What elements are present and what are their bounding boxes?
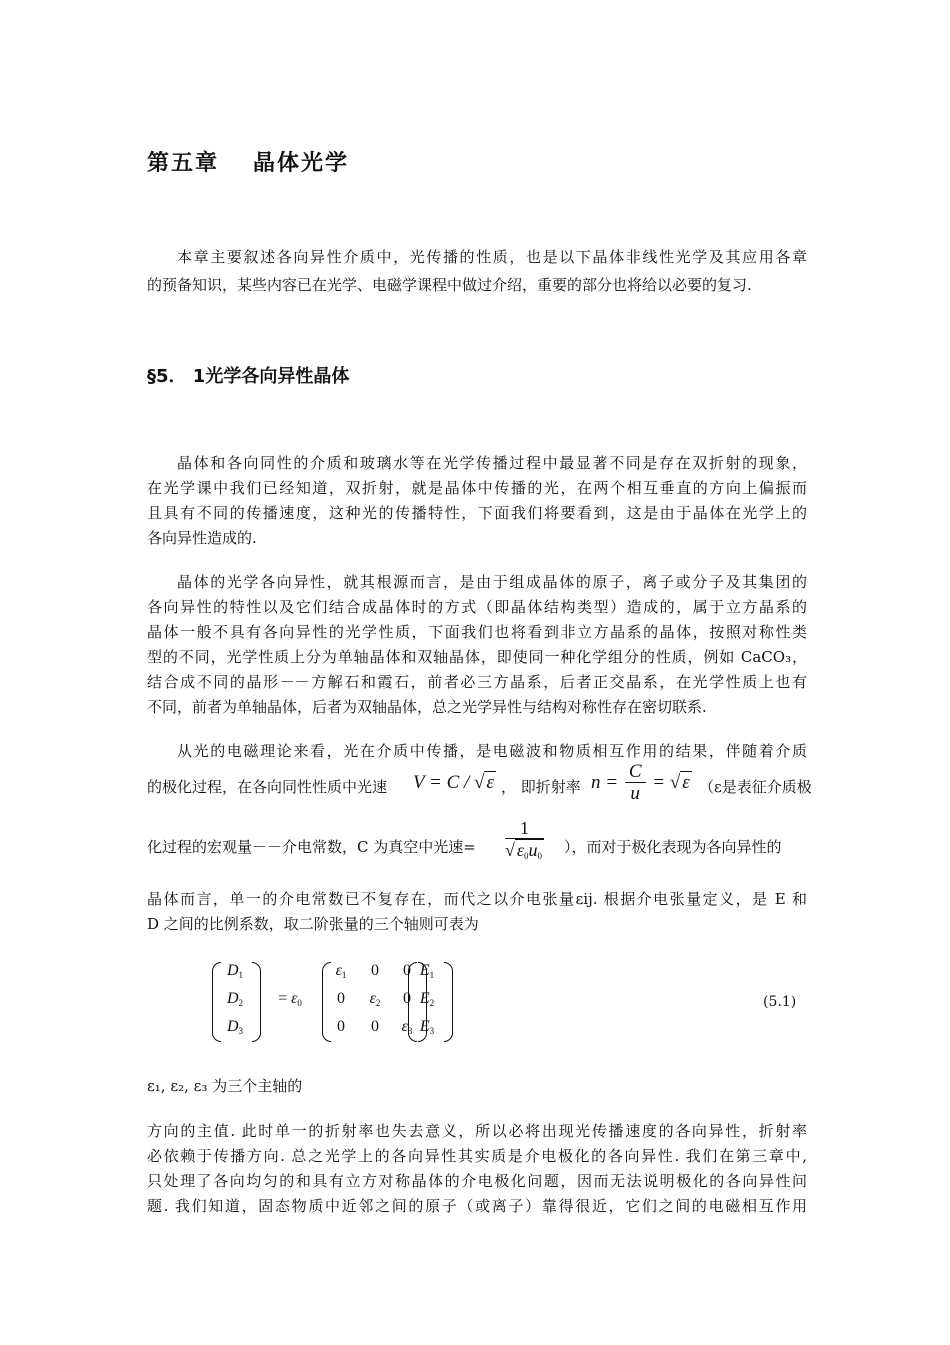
formula-line-text: 的极化过程，在各向同性性质中光速 [147, 778, 388, 796]
paragraph-line: 晶体一般不具有各向异性的光学性质，下面我们也将看到非立方晶系的晶体，按照对称性类 [147, 623, 807, 641]
intro-line: 的预备知识，某些内容已在光学、电磁学课程中做过介绍，重要的部分也将给以必要的复习. [147, 276, 752, 294]
paragraph-line: D 之间的比例系数，取二阶张量的三个轴则可表为 [147, 915, 479, 933]
paragraph-line: 各向异性的特性以及它们结合成晶体时的方式（即晶体结构类型）造成的，属于立方晶系的 [147, 598, 807, 616]
m23: 0 [403, 990, 411, 1007]
intro-line: 本章主要叙述各向异性介质中，光传播的性质，也是以下晶体非线性光学及其应用各章 [177, 248, 807, 266]
formula-line-text: ， 即折射率 [501, 778, 581, 796]
paragraph-line: 方向的主值. 此时单一的折射率也失去意义，所以必将出现光传播速度的各向异性，折射率 [147, 1122, 807, 1140]
equation-number: (5.1) [763, 994, 797, 1010]
formula-line [147, 761, 812, 812]
m32: 0 [371, 1018, 379, 1035]
paragraph-line: 型的不同，光学性质上分为单轴晶体和双轴晶体，即使同一种化学组分的性质，例如 CaCO₃， [147, 648, 807, 666]
m12: 0 [371, 962, 379, 979]
paragraph-line: 各向异性造成的. [147, 529, 257, 547]
refractive-index-formula: n = $\frac{C}{u}$ = √ ε [591, 761, 690, 804]
after-equation-text: ε₁, ε₂, ε₃ 为三个主轴的 [147, 1077, 303, 1095]
paragraph-line: 题. 我们知道，固态物质中近邻之间的原子（或离子）靠得很近，它们之间的电磁相互作用 [147, 1197, 807, 1215]
paragraph-line: 必依赖于传播方向. 总之光学上的各向异性其实质是介电极化的各向异性. 我们在第三章中, [147, 1147, 807, 1165]
paragraph-line: 晶体和各向同性的介质和玻璃水等在光学传播过程中最显著不同是存在双折射的现象， [177, 454, 807, 472]
formula-line-text: 化过程的宏观量－－介电常数，C 为真空中光速= [147, 838, 476, 856]
section-title: §5． 1光学各向异性晶体 [147, 366, 350, 387]
paragraph-line: 且具有不同的传播速度，这种光的传播特性，下面我们将要看到，这是由于晶体在光学上的 [147, 504, 807, 522]
vacuum-speed-formula: $\frac{1}{√ \varepsilon_0u_0}$ [505, 818, 542, 861]
e1: $E_1$ [419, 962, 435, 980]
m11: $\varepsilon_1$ [335, 962, 347, 980]
equals-eps0: = $\varepsilon_0$ [278, 990, 302, 1008]
e3: $E_3$ [419, 1018, 435, 1036]
m13: 0 [403, 962, 411, 979]
formula-line [147, 818, 807, 878]
paragraph-line: 结合成不同的晶形－－方解石和霞石，前者必三方晶系，后者正交晶系，在光学性质上也有 [147, 673, 807, 691]
paragraph-line: 不同，前者为单轴晶体，后者为双轴晶体，总之光学异性与结构对称性存在密切联系. [147, 698, 707, 716]
m31: 0 [337, 1018, 345, 1035]
m22: $\varepsilon_2$ [369, 990, 381, 1008]
e2: $E_2$ [419, 990, 435, 1008]
paragraph-line: 只处理了各向均匀的和具有立方对称晶体的介电极化问题，因而无法说明极化的各向异性问 [147, 1172, 807, 1190]
d1: $D_1$ [226, 962, 244, 980]
paragraph-line: 晶体而言，单一的介电常数已不复存在，而代之以介电张量εij. 根据介电张量定义，是 E 和 [147, 890, 807, 908]
d3: $D_3$ [226, 1018, 244, 1036]
right-paren [444, 962, 453, 1042]
paragraph-line: 在光学课中我们已经知道，双折射，就是晶体中传播的光，在两个相互垂直的方向上偏振而 [147, 479, 807, 497]
paragraph-line: 晶体的光学各向异性，就其根源而言，是由于组成晶体的原子，离子或分子及其集团的 [177, 573, 807, 591]
chapter-number: 第五章 [147, 150, 220, 176]
paragraph-line: 从光的电磁理论来看，光在介质中传播，是电磁波和物质相互作用的结果，伴随着介质 [177, 742, 807, 760]
formula-line-text: ），而对于极化表现为各向异性的 [564, 838, 782, 856]
light-speed-formula: V = C / √ ε [413, 772, 494, 793]
d2: $D_2$ [226, 990, 244, 1008]
chapter-title: 晶体光学 [253, 150, 350, 176]
formula-line-text: （ε是表征介质极 [699, 778, 812, 796]
m21: 0 [337, 990, 345, 1007]
m33: $\varepsilon_3$ [401, 1018, 413, 1036]
chapter-heading [147, 146, 349, 177]
